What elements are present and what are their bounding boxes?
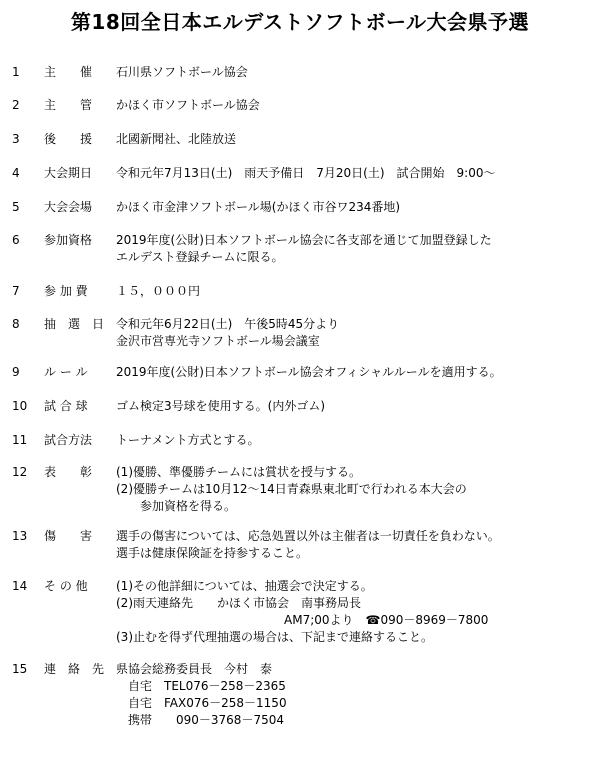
- item-value-line: 選手は健康保険証を持参すること。: [116, 546, 309, 560]
- item-value-line: 自宅 TEL076－258－2365: [116, 679, 286, 693]
- item-label: 後 援: [44, 132, 93, 146]
- item-value: [116, 432, 260, 449]
- item-value: [116, 316, 339, 350]
- item-number: 5: [12, 200, 20, 214]
- item-value-line: (3)止むを得ず代理抽選の場合は、下記まで連絡すること。: [116, 630, 434, 644]
- item-value-line: (2)優勝チームは10月12～14日青森県東北町で行われる本大会の: [116, 482, 467, 496]
- item-value-line: ゴム検定3号球を使用する。(内外ゴム): [116, 399, 325, 413]
- item-value-line: トーナメント方式とする。: [116, 433, 260, 447]
- item-value: [116, 199, 400, 216]
- item-value: [116, 528, 500, 562]
- item-value: [116, 578, 488, 646]
- item-value: [116, 131, 236, 148]
- item-value: [116, 398, 325, 415]
- item-number: 6: [12, 233, 20, 247]
- item-number: 11: [12, 433, 28, 447]
- item-value-line: 2019年度(公財)日本ソフトボール協会オフィシャルルールを適用する。: [116, 365, 502, 379]
- item-value-line: AM7;00より ☎090－8969－7800: [116, 613, 489, 627]
- item-value-line: (2)雨天連絡先 かほく市協会 南事務局長: [116, 596, 361, 610]
- item-value-line: 選手の傷害については、応急処置以外は主催者は一切責任を負わない。: [116, 529, 500, 543]
- item-value: [116, 364, 502, 381]
- item-value-line: 2019年度(公財)日本ソフトボール協会に各支部を通じて加盟登録した: [116, 233, 492, 247]
- item-label: 主 催: [44, 65, 93, 79]
- item-value: [116, 232, 492, 266]
- item-value-line: (1)優勝、準優勝チームには賞状を授与する。: [116, 465, 361, 479]
- item-value: [116, 97, 260, 114]
- item-label: 表 彰: [44, 465, 93, 479]
- page-title: 第18回全日本エルデストソフトボール大会県予選: [70, 10, 530, 34]
- item-value: [116, 464, 467, 515]
- item-value-line: 参加資格を得る。: [116, 499, 237, 513]
- item-number: 12: [12, 465, 28, 479]
- item-label: 大会会場: [44, 200, 93, 214]
- item-number: 13: [12, 529, 28, 543]
- item-value-line: 携帯 090－3768－7504: [116, 713, 284, 727]
- item-number: 15: [12, 662, 28, 676]
- item-value: [116, 165, 496, 182]
- item-value-line: 県協会総務委員長 今村 泰: [116, 662, 273, 676]
- item-number: 1: [12, 65, 20, 79]
- item-number: 8: [12, 317, 20, 331]
- item-label: ル ー ル: [44, 365, 88, 379]
- item-label: 参 加 費: [44, 284, 88, 298]
- item-number: 4: [12, 166, 20, 180]
- item-label: 主 管: [44, 98, 93, 112]
- item-number: 2: [12, 98, 20, 112]
- item-value-line: 北國新聞社、北陸放送: [116, 132, 237, 146]
- item-number: 3: [12, 132, 20, 146]
- item-label: 連 絡 先: [44, 662, 105, 676]
- item-number: 9: [12, 365, 20, 379]
- item-value-line: かほく市ソフトボール協会: [116, 98, 260, 112]
- item-value-line: 令和元年6月22日(土) 午後5時45分より: [116, 317, 340, 331]
- item-label: そ の 他: [44, 579, 88, 593]
- item-value-line: 石川県ソフトボール協会: [116, 65, 248, 79]
- item-value: [116, 283, 200, 300]
- item-label: 試 合 球: [44, 399, 88, 413]
- item-label: 傷 害: [44, 529, 93, 543]
- item-value-line: １５，０００円: [116, 284, 201, 298]
- item-number: 10: [12, 399, 28, 413]
- item-value-line: エルデスト登録チームに限る。: [116, 250, 284, 264]
- item-value-line: 令和元年7月13日(土) 雨天予備日 7月20日(土) 試合開始 9:00～: [116, 166, 496, 180]
- item-value: [116, 64, 248, 81]
- item-value-line: かほく市金津ソフトボール場(かほく市谷ワ234番地): [116, 200, 401, 214]
- item-label: 試合方法: [44, 433, 93, 447]
- item-value-line: (1)その他詳細については、抽選会で決定する。: [116, 579, 373, 593]
- item-value-line: 自宅 FAX076－258－1150: [116, 696, 287, 710]
- item-value: [116, 661, 287, 729]
- item-label: 参加資格: [44, 233, 93, 247]
- item-value-line: 金沢市営専光寺ソフトボール場会議室: [116, 334, 320, 348]
- item-number: 7: [12, 284, 20, 298]
- item-number: 14: [12, 579, 28, 593]
- item-label: 抽 選 日: [44, 317, 105, 331]
- item-label: 大会期日: [44, 166, 93, 180]
